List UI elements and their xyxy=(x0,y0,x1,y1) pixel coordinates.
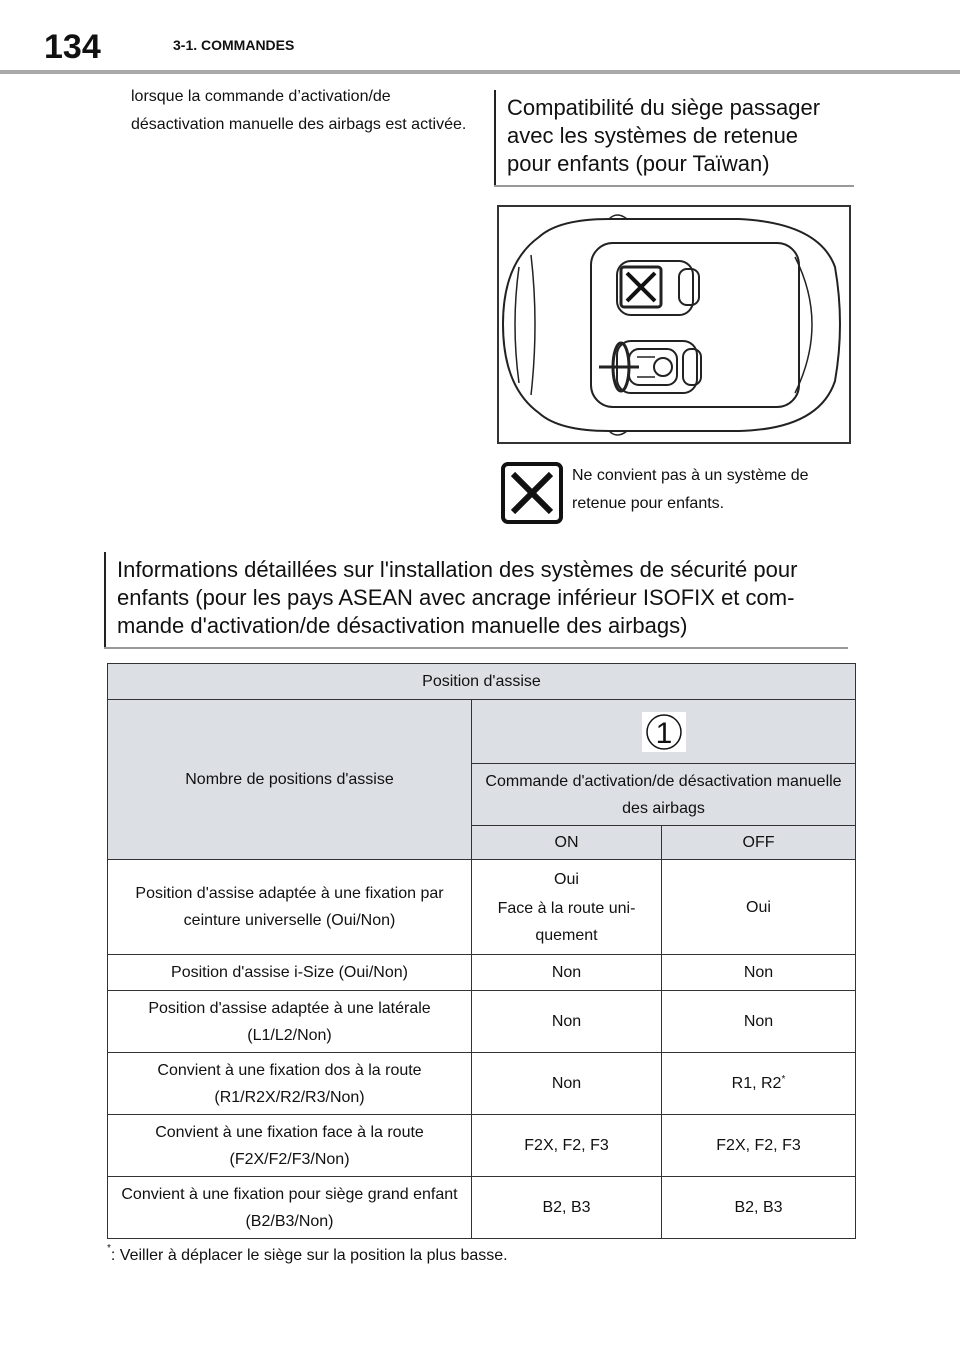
car-top-view-icon xyxy=(499,207,849,442)
table-header-row xyxy=(108,700,856,764)
table-header-row xyxy=(108,664,856,700)
info-title-underline xyxy=(104,647,848,649)
header-seat-badge-cell xyxy=(472,700,856,764)
intro-paragraph: lorsque la commande d’activation/de désactivation manuelle des airbags est activée. xyxy=(131,88,467,133)
row-on-cell xyxy=(472,860,662,955)
table-row xyxy=(108,1115,856,1177)
row-off-value: Non xyxy=(662,991,856,1053)
footnote-mark: * xyxy=(107,1243,111,1254)
child-seat-icon xyxy=(599,343,677,391)
header-number-of-positions: Nombre de positions d'assise xyxy=(108,700,472,860)
info-title-bar xyxy=(104,552,106,648)
row-off-value: B2, B3 xyxy=(662,1177,856,1239)
footnote xyxy=(107,1243,508,1265)
row-on-value: B2, B3 xyxy=(472,1177,662,1239)
footnote-mark: * xyxy=(781,1074,786,1085)
not-suitable-cross-icon xyxy=(621,267,661,307)
header-on: ON xyxy=(472,826,662,860)
row-off-value: Non xyxy=(662,955,856,991)
car-top-view-figure xyxy=(497,205,851,444)
header-rule xyxy=(0,70,960,74)
not-suitable-cross-icon xyxy=(501,462,563,524)
header-seating-position: Position d'assise xyxy=(108,664,856,700)
info-title: Informations détaillées sur l'installation des systèmes de sécurité pour enfants (pour les pays ASEAN avec ancrage inférieur ISOFIX et com-mande d'activation/de désactivation manuelle des airbags) xyxy=(117,557,798,638)
section-title: 3-1. COMMANDES xyxy=(173,37,295,53)
row-on-value: Non xyxy=(472,955,662,991)
compat-title-bar xyxy=(494,90,496,186)
row-label: Convient à une fixation dos à la route (R1/R2X/R2/R3/Non) xyxy=(108,1053,472,1115)
row-on-value: F2X, F2, F3 xyxy=(472,1115,662,1177)
footnote-text: : Veiller à déplacer le siège sur la position la plus basse. xyxy=(110,1247,508,1264)
seat-number: 1 xyxy=(655,716,672,750)
row-on-value: Non xyxy=(472,991,662,1053)
seat-number-badge xyxy=(642,712,686,752)
row-label: Position d'assise i-Size (Oui/Non) xyxy=(108,955,472,991)
header-off: OFF xyxy=(662,826,856,860)
row-label: Convient à une fixation face à la route (F2X/F2/F3/Non) xyxy=(108,1115,472,1177)
legend-cross-icon xyxy=(501,462,563,529)
table-row xyxy=(108,1053,856,1115)
row-on-note: Face à la route uni-quement xyxy=(497,899,636,944)
row-off-value: R1, R2 xyxy=(731,1075,782,1092)
page-number: 134 xyxy=(44,28,101,66)
row-off-value: Oui xyxy=(662,860,856,955)
row-label: Position d'assise adaptée à une fixation par ceinture universelle (Oui/Non) xyxy=(108,860,472,955)
row-label: Convient à une fixation pour siège grand enfant (B2/B3/Non) xyxy=(108,1177,472,1239)
row-on-value: Oui xyxy=(554,870,579,888)
table-row xyxy=(108,1177,856,1239)
compat-title: Compatibilité du siège passager avec les systèmes de retenue pour enfants (pour Taïwan) xyxy=(507,95,821,176)
table-row xyxy=(108,955,856,991)
table-row xyxy=(108,860,856,955)
row-off-cell xyxy=(662,1053,856,1115)
header-airbag-switch: Commande d'activation/de désactivation manuelle des airbags xyxy=(472,764,856,826)
row-on-value: Non xyxy=(472,1053,662,1115)
row-off-value: F2X, F2, F3 xyxy=(662,1115,856,1177)
seating-table xyxy=(107,663,856,1239)
legend-text: Ne convient pas à un système de retenue pour enfants. xyxy=(572,467,809,512)
row-label: Position d'assise adaptée à une latérale (L1/L2/Non) xyxy=(108,991,472,1053)
compat-title-underline xyxy=(494,185,854,187)
table-row xyxy=(108,991,856,1053)
